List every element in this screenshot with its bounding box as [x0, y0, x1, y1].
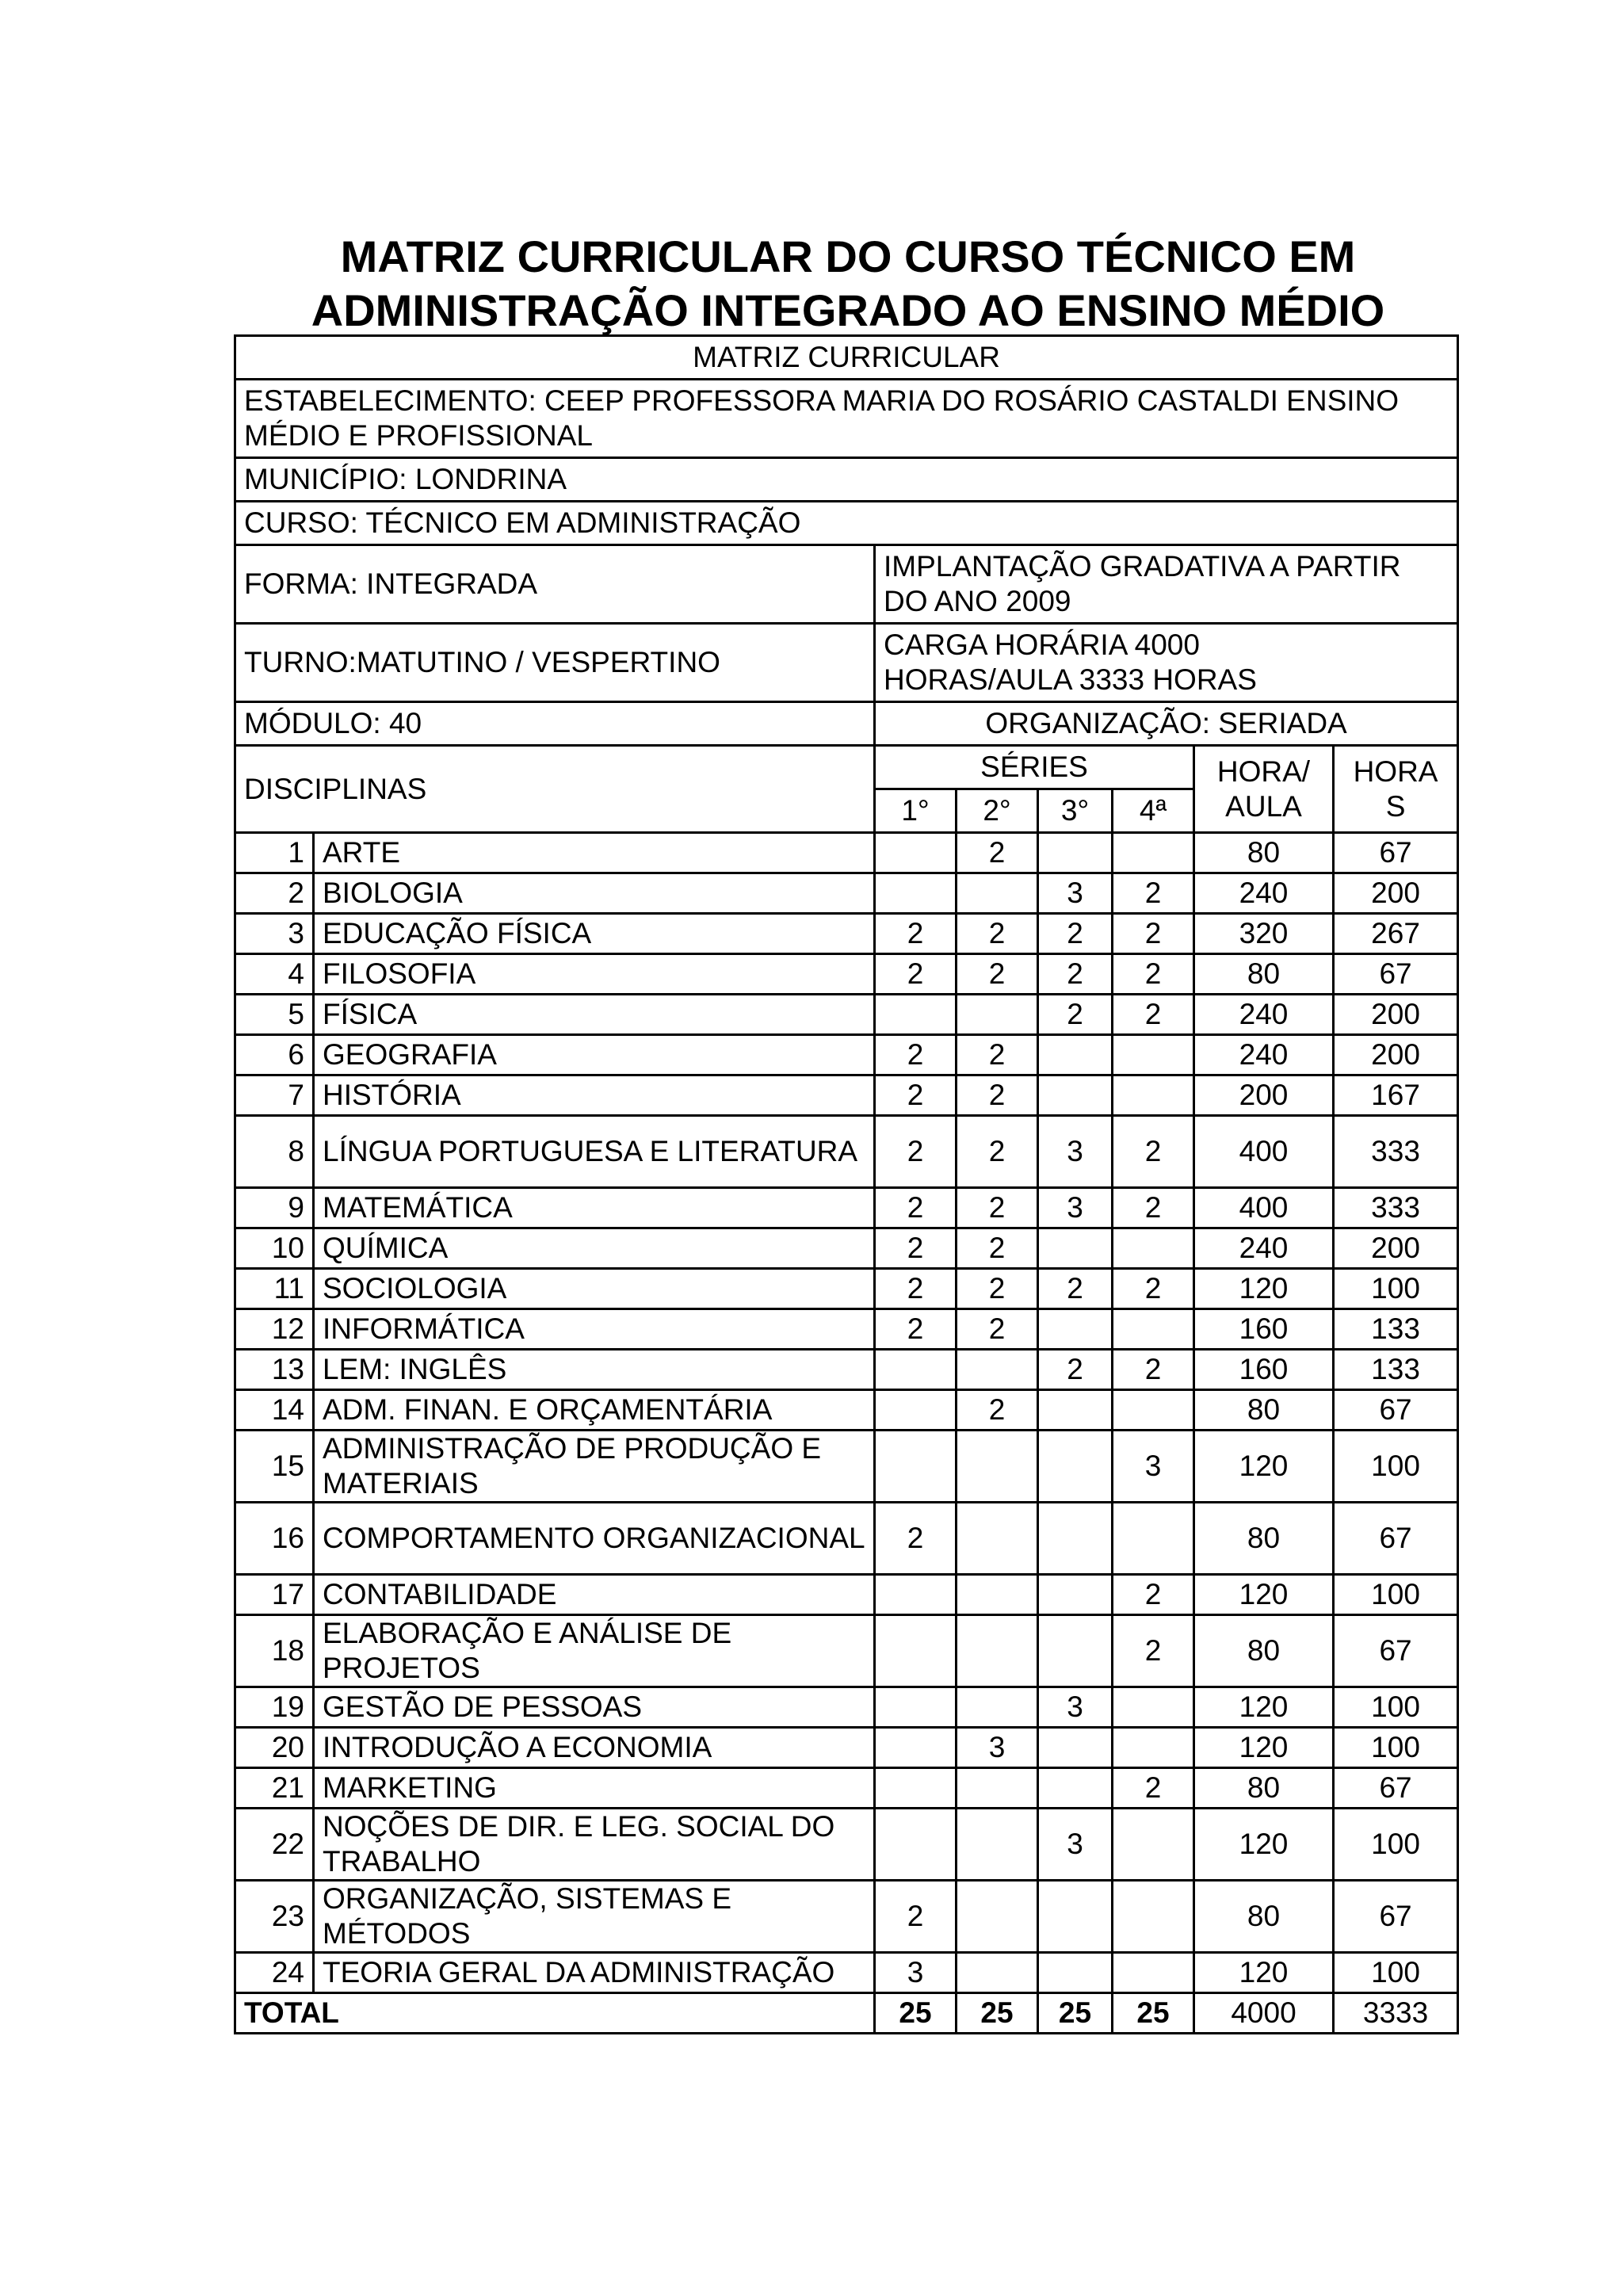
serie-1-value: [875, 1728, 957, 1768]
discipline-name: NOÇÕES DE DIR. E LEG. SOCIAL DO TRABALHO: [314, 1809, 875, 1881]
horas-header-line-2: S: [1385, 789, 1406, 823]
header-section: [235, 336, 1458, 833]
row-number: 18: [235, 1615, 314, 1687]
serie-1-value: 2: [875, 1116, 957, 1188]
serie-2-value: [957, 873, 1038, 914]
hora-aula-value: 80: [1194, 1881, 1334, 1953]
hora-aula-value: 160: [1194, 1350, 1334, 1390]
horas-value: 267: [1334, 914, 1458, 954]
turno-cell: TURNO:MATUTINO / VESPERTINO: [235, 624, 875, 702]
hora-aula-value: 240: [1194, 1035, 1334, 1075]
discipline-name: FILOSOFIA: [314, 954, 875, 995]
discipline-name: ARTE: [314, 833, 875, 873]
table-row: [235, 1615, 1458, 1687]
horas-value: 133: [1334, 1350, 1458, 1390]
total-serie-4: 25: [1113, 1993, 1194, 2034]
table-row: [235, 1728, 1458, 1768]
serie-4-value: [1113, 1953, 1194, 1993]
serie-3-value: [1038, 833, 1113, 873]
disciplinas-header: DISCIPLINAS: [235, 746, 875, 833]
serie-3-value: 3: [1038, 873, 1113, 914]
discipline-name: GEOGRAFIA: [314, 1035, 875, 1075]
discipline-name: QUÍMICA: [314, 1228, 875, 1269]
horas-value: 100: [1334, 1953, 1458, 1993]
serie-2-value: [957, 1431, 1038, 1503]
discipline-name: LÍNGUA PORTUGUESA E LITERATURA: [314, 1116, 875, 1188]
serie-1-header: 1°: [875, 789, 957, 833]
total-row: [235, 1993, 1458, 2034]
horas-header: [1334, 746, 1458, 833]
serie-2-value: 3: [957, 1728, 1038, 1768]
serie-2-header: 2°: [957, 789, 1038, 833]
discipline-name: TEORIA GERAL DA ADMINISTRAÇÃO: [314, 1953, 875, 1993]
horas-value: 67: [1334, 833, 1458, 873]
discipline-name: ELABORAÇÃO E ANÁLISE DE PROJETOS: [314, 1615, 875, 1687]
serie-1-value: 2: [875, 954, 957, 995]
serie-3-value: 3: [1038, 1687, 1113, 1728]
hora-aula-value: 160: [1194, 1309, 1334, 1350]
hora-aula-value: 120: [1194, 1728, 1334, 1768]
horas-value: 67: [1334, 1503, 1458, 1575]
curriculum-matrix-table: [234, 334, 1459, 2034]
serie-2-value: [957, 1350, 1038, 1390]
horas-value: 200: [1334, 873, 1458, 914]
row-number: 11: [235, 1269, 314, 1309]
row-number: 21: [235, 1768, 314, 1809]
serie-2-value: [957, 1687, 1038, 1728]
hora-aula-value: 120: [1194, 1269, 1334, 1309]
hora-aula-value: 120: [1194, 1953, 1334, 1993]
serie-1-value: 2: [875, 1503, 957, 1575]
serie-3-value: [1038, 1431, 1113, 1503]
table-row: [235, 1116, 1458, 1188]
horas-value: 67: [1334, 1615, 1458, 1687]
serie-2-value: 2: [957, 1035, 1038, 1075]
forma-cell: FORMA: INTEGRADA: [235, 545, 875, 624]
hora-aula-value: 120: [1194, 1431, 1334, 1503]
table-row: [235, 995, 1458, 1035]
discipline-name: INTRODUÇÃO A ECONOMIA: [314, 1728, 875, 1768]
table-row: [235, 873, 1458, 914]
serie-1-value: [875, 873, 957, 914]
serie-2-value: [957, 995, 1038, 1035]
document-title: [238, 230, 1458, 338]
table-row: [235, 1188, 1458, 1228]
discipline-name: BIOLOGIA: [314, 873, 875, 914]
horas-value: 333: [1334, 1188, 1458, 1228]
table-row: [235, 914, 1458, 954]
discipline-name: EDUCAÇÃO FÍSICA: [314, 914, 875, 954]
serie-1-value: [875, 1575, 957, 1615]
carga-horaria-cell: [875, 624, 1458, 702]
serie-2-value: [957, 1953, 1038, 1993]
serie-4-value: [1113, 1881, 1194, 1953]
serie-3-value: [1038, 1309, 1113, 1350]
horas-value: 100: [1334, 1269, 1458, 1309]
horas-value: 133: [1334, 1309, 1458, 1350]
row-number: 4: [235, 954, 314, 995]
serie-2-value: 2: [957, 1075, 1038, 1116]
hora-aula-header: [1194, 746, 1334, 833]
serie-1-value: 2: [875, 1228, 957, 1269]
table-row: [235, 1350, 1458, 1390]
serie-2-value: 2: [957, 954, 1038, 995]
serie-4-value: 2: [1113, 1768, 1194, 1809]
discipline-name: ORGANIZAÇÃO, SISTEMAS E MÉTODOS: [314, 1881, 875, 1953]
horas-value: 100: [1334, 1687, 1458, 1728]
discipline-name: HISTÓRIA: [314, 1075, 875, 1116]
horas-value: 67: [1334, 1881, 1458, 1953]
serie-3-value: [1038, 1035, 1113, 1075]
table-row: [235, 1575, 1458, 1615]
table-row: [235, 1503, 1458, 1575]
horas-header-line-1: HORA: [1353, 755, 1438, 788]
row-number: 14: [235, 1390, 314, 1431]
table-row: [235, 833, 1458, 873]
serie-2-value: 2: [957, 1228, 1038, 1269]
discipline-name: SOCIOLOGIA: [314, 1269, 875, 1309]
modulo-cell: MÓDULO: 40: [235, 702, 875, 746]
table-row: [235, 1309, 1458, 1350]
horas-value: 100: [1334, 1575, 1458, 1615]
serie-1-value: [875, 1687, 957, 1728]
horas-value: 200: [1334, 995, 1458, 1035]
curso-cell: CURSO: TÉCNICO EM ADMINISTRAÇÃO: [235, 502, 1458, 545]
serie-1-value: 2: [875, 1269, 957, 1309]
hora-aula-value: 120: [1194, 1687, 1334, 1728]
hora-aula-value: 320: [1194, 914, 1334, 954]
hora-aula-value: 240: [1194, 1228, 1334, 1269]
hora-aula-value: 120: [1194, 1575, 1334, 1615]
serie-3-value: 2: [1038, 914, 1113, 954]
row-number: 13: [235, 1350, 314, 1390]
row-number: 10: [235, 1228, 314, 1269]
serie-1-value: 2: [875, 1188, 957, 1228]
horas-value: 67: [1334, 1390, 1458, 1431]
serie-1-value: 2: [875, 914, 957, 954]
serie-2-value: 2: [957, 833, 1038, 873]
serie-4-value: 2: [1113, 1269, 1194, 1309]
row-number: 23: [235, 1881, 314, 1953]
hora-aula-value: 200: [1194, 1075, 1334, 1116]
serie-4-value: 3: [1113, 1431, 1194, 1503]
hora-aula-value: 80: [1194, 954, 1334, 995]
hora-aula-value: 80: [1194, 1390, 1334, 1431]
total-serie-3: 25: [1038, 1993, 1113, 2034]
serie-2-value: 2: [957, 1390, 1038, 1431]
hora-aula-value: 400: [1194, 1116, 1334, 1188]
serie-1-value: 2: [875, 1309, 957, 1350]
row-number: 17: [235, 1575, 314, 1615]
serie-1-value: 2: [875, 1075, 957, 1116]
row-number: 5: [235, 995, 314, 1035]
serie-3-value: 2: [1038, 1269, 1113, 1309]
serie-1-value: [875, 1431, 957, 1503]
serie-3-value: 2: [1038, 995, 1113, 1035]
discipline-name: GESTÃO DE PESSOAS: [314, 1687, 875, 1728]
serie-3-value: 3: [1038, 1809, 1113, 1881]
serie-3-value: [1038, 1228, 1113, 1269]
carga-horaria-line-1: CARGA HORÁRIA 4000: [884, 628, 1200, 661]
row-number: 6: [235, 1035, 314, 1075]
serie-1-value: [875, 1809, 957, 1881]
row-number: 20: [235, 1728, 314, 1768]
row-number: 24: [235, 1953, 314, 1993]
serie-3-value: [1038, 1728, 1113, 1768]
horas-value: 100: [1334, 1728, 1458, 1768]
serie-2-value: [957, 1503, 1038, 1575]
serie-2-value: 2: [957, 1269, 1038, 1309]
discipline-name: ADM. FINAN. E ORÇAMENTÁRIA: [314, 1390, 875, 1431]
serie-3-value: [1038, 1503, 1113, 1575]
hora-aula-value: 80: [1194, 1615, 1334, 1687]
hora-aula-value: 400: [1194, 1188, 1334, 1228]
serie-4-value: 2: [1113, 954, 1194, 995]
serie-3-value: [1038, 1768, 1113, 1809]
row-number: 15: [235, 1431, 314, 1503]
hora-aula-value: 120: [1194, 1809, 1334, 1881]
serie-1-value: [875, 1768, 957, 1809]
serie-4-value: [1113, 1309, 1194, 1350]
hora-aula-header-line-1: HORA/: [1216, 755, 1311, 788]
table-row: [235, 1075, 1458, 1116]
serie-4-value: 2: [1113, 1116, 1194, 1188]
disciplines-section: [235, 833, 1458, 2034]
hora-aula-value: 80: [1194, 1768, 1334, 1809]
table-row: [235, 1431, 1458, 1503]
serie-4-value: 2: [1113, 1575, 1194, 1615]
serie-3-value: [1038, 1075, 1113, 1116]
serie-4-header: 4ª: [1113, 789, 1194, 833]
hora-aula-value: 240: [1194, 995, 1334, 1035]
serie-2-value: 2: [957, 1309, 1038, 1350]
total-horas: 3333: [1334, 1993, 1458, 2034]
serie-2-value: [957, 1809, 1038, 1881]
serie-3-value: [1038, 1575, 1113, 1615]
estabelecimento-cell: ESTABELECIMENTO: CEEP PROFESSORA MARIA DO ROSÁRIO CASTALDI ENSINO MÉDIO E PROFISSIONAL: [235, 380, 1458, 458]
serie-3-value: [1038, 1953, 1113, 1993]
hora-aula-value: 80: [1194, 833, 1334, 873]
serie-4-value: [1113, 1390, 1194, 1431]
horas-value: 200: [1334, 1228, 1458, 1269]
serie-1-value: [875, 995, 957, 1035]
serie-4-value: [1113, 1035, 1194, 1075]
serie-1-value: [875, 1390, 957, 1431]
serie-3-value: [1038, 1390, 1113, 1431]
series-header: SÉRIES: [875, 746, 1194, 789]
implantacao-cell: IMPLANTAÇÃO GRADATIVA A PARTIR DO ANO 2009: [875, 545, 1458, 624]
serie-4-value: 2: [1113, 1615, 1194, 1687]
serie-1-value: [875, 1615, 957, 1687]
horas-value: 200: [1334, 1035, 1458, 1075]
serie-4-value: 2: [1113, 873, 1194, 914]
carga-horaria-line-2: HORAS/AULA 3333 HORAS: [884, 663, 1257, 696]
discipline-name: ADMINISTRAÇÃO DE PRODUÇÃO E MATERIAIS: [314, 1431, 875, 1503]
row-number: 16: [235, 1503, 314, 1575]
serie-3-value: [1038, 1615, 1113, 1687]
discipline-name: LEM: INGLÊS: [314, 1350, 875, 1390]
table-row: [235, 1768, 1458, 1809]
serie-4-value: [1113, 1228, 1194, 1269]
hora-aula-header-line-2: AULA: [1225, 789, 1302, 823]
serie-1-value: 3: [875, 1953, 957, 1993]
serie-2-value: 2: [957, 914, 1038, 954]
organizacao-cell: ORGANIZAÇÃO: SERIADA: [875, 702, 1458, 746]
total-hora-aula: 4000: [1194, 1993, 1334, 2034]
serie-4-value: 2: [1113, 914, 1194, 954]
serie-1-value: [875, 1350, 957, 1390]
horas-value: 67: [1334, 954, 1458, 995]
discipline-name: MARKETING: [314, 1768, 875, 1809]
serie-4-value: [1113, 1687, 1194, 1728]
discipline-name: MATEMÁTICA: [314, 1188, 875, 1228]
table-row: [235, 1881, 1458, 1953]
title-line-2: ADMINISTRAÇÃO INTEGRADO AO ENSINO MÉDIO: [311, 285, 1385, 335]
serie-4-value: [1113, 1728, 1194, 1768]
serie-1-value: [875, 833, 957, 873]
serie-3-value: 3: [1038, 1116, 1113, 1188]
table-row: [235, 1390, 1458, 1431]
serie-1-value: 2: [875, 1881, 957, 1953]
table-row: [235, 1269, 1458, 1309]
municipio-cell: MUNICÍPIO: LONDRINA: [235, 458, 1458, 502]
serie-4-value: [1113, 1503, 1194, 1575]
total-label: TOTAL: [235, 1993, 875, 2034]
table-row: [235, 1035, 1458, 1075]
table-row: [235, 1809, 1458, 1881]
serie-3-value: [1038, 1881, 1113, 1953]
serie-2-value: 2: [957, 1116, 1038, 1188]
serie-2-value: [957, 1615, 1038, 1687]
table-row: [235, 1953, 1458, 1993]
serie-4-value: 2: [1113, 1188, 1194, 1228]
table-row: [235, 954, 1458, 995]
serie-3-header: 3°: [1038, 789, 1113, 833]
matriz-curricular-heading: MATRIZ CURRICULAR: [235, 336, 1458, 380]
discipline-name: INFORMÁTICA: [314, 1309, 875, 1350]
serie-3-value: 2: [1038, 1350, 1113, 1390]
serie-4-value: [1113, 1809, 1194, 1881]
row-number: 22: [235, 1809, 314, 1881]
total-serie-2: 25: [957, 1993, 1038, 2034]
hora-aula-value: 80: [1194, 1503, 1334, 1575]
table-row: [235, 1687, 1458, 1728]
serie-2-value: [957, 1768, 1038, 1809]
serie-2-value: [957, 1881, 1038, 1953]
serie-2-value: [957, 1575, 1038, 1615]
discipline-name: FÍSICA: [314, 995, 875, 1035]
serie-1-value: 2: [875, 1035, 957, 1075]
row-number: 7: [235, 1075, 314, 1116]
row-number: 1: [235, 833, 314, 873]
serie-3-value: 2: [1038, 954, 1113, 995]
horas-value: 333: [1334, 1116, 1458, 1188]
row-number: 3: [235, 914, 314, 954]
row-number: 8: [235, 1116, 314, 1188]
serie-3-value: 3: [1038, 1188, 1113, 1228]
title-line-1: MATRIZ CURRICULAR DO CURSO TÉCNICO EM: [340, 231, 1356, 281]
horas-value: 167: [1334, 1075, 1458, 1116]
serie-4-value: 2: [1113, 1350, 1194, 1390]
row-number: 12: [235, 1309, 314, 1350]
row-number: 2: [235, 873, 314, 914]
serie-2-value: 2: [957, 1188, 1038, 1228]
serie-4-value: [1113, 833, 1194, 873]
horas-value: 100: [1334, 1809, 1458, 1881]
row-number: 19: [235, 1687, 314, 1728]
discipline-name: COMPORTAMENTO ORGANIZACIONAL: [314, 1503, 875, 1575]
table-row: [235, 1228, 1458, 1269]
discipline-name: CONTABILIDADE: [314, 1575, 875, 1615]
hora-aula-value: 240: [1194, 873, 1334, 914]
total-serie-1: 25: [875, 1993, 957, 2034]
row-number: 9: [235, 1188, 314, 1228]
serie-4-value: 2: [1113, 995, 1194, 1035]
horas-value: 100: [1334, 1431, 1458, 1503]
horas-value: 67: [1334, 1768, 1458, 1809]
serie-4-value: [1113, 1075, 1194, 1116]
